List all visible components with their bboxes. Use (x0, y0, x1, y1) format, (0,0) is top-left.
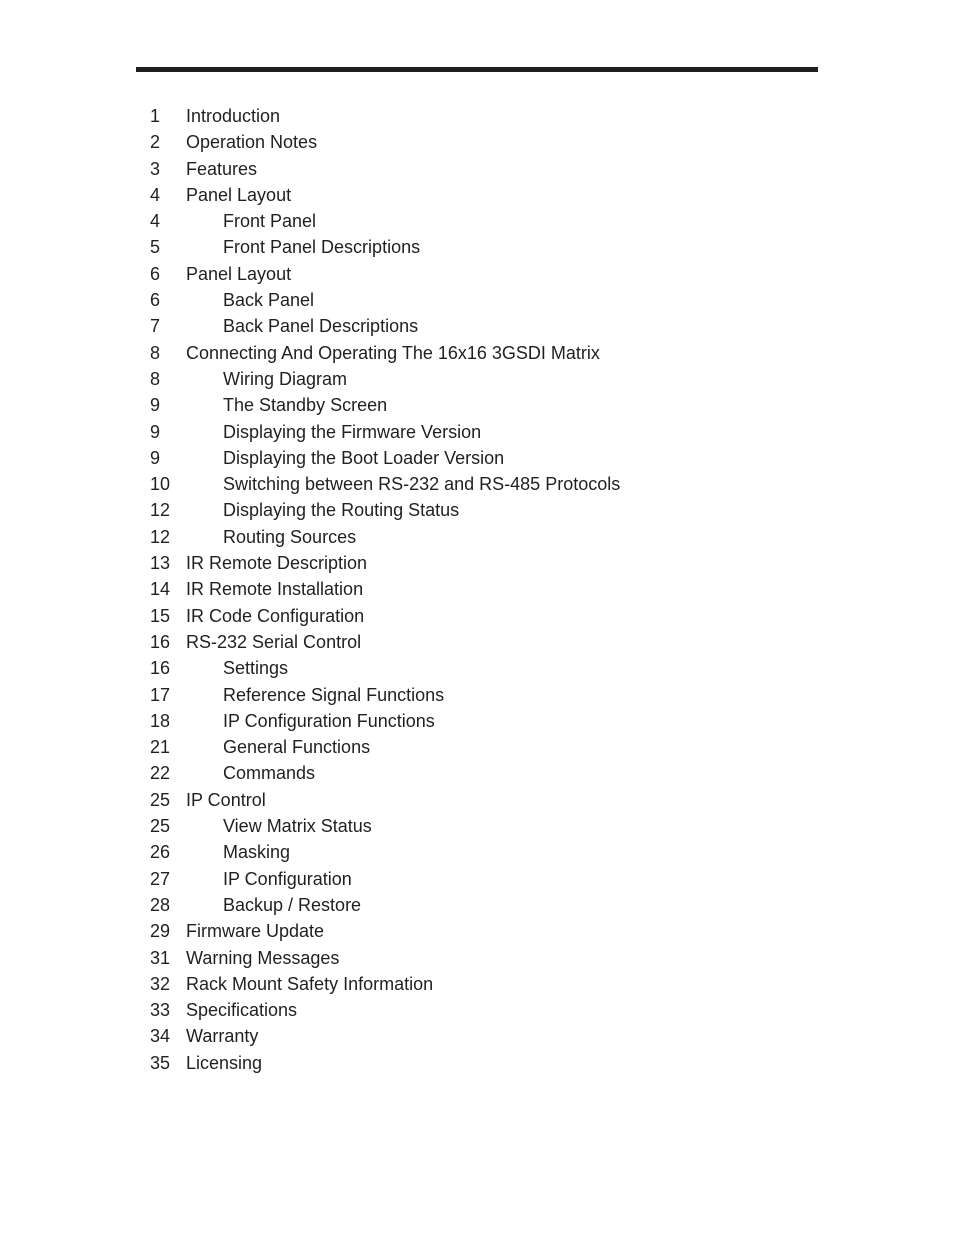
toc-entry[interactable] (150, 524, 830, 550)
toc-page-number: 17 (150, 684, 171, 705)
toc-subsection-title: Front Panel Descriptions (223, 237, 421, 258)
toc-section-title: Connecting And Operating The 16x16 3GSDI Matrix (186, 342, 600, 363)
toc-section-title: Features (186, 158, 258, 179)
toc-section-title: Firmware Update (186, 921, 325, 942)
toc-page-number: 9 (150, 447, 161, 468)
toc-page-number: 13 (150, 553, 171, 574)
toc-page-number: 9 (150, 395, 161, 416)
toc-page-number: 34 (150, 1026, 171, 1047)
toc-entry[interactable] (150, 945, 830, 971)
toc-entry[interactable] (150, 261, 830, 287)
toc-page-number: 9 (150, 421, 161, 442)
toc-section-title: Introduction (186, 106, 281, 126)
toc-page-number: 15 (150, 605, 171, 626)
toc-subsection-title: Displaying the Boot Loader Version (223, 447, 505, 468)
toc-entry[interactable] (150, 813, 830, 839)
toc-subsection-title: Front Panel (223, 211, 317, 232)
toc-page-number: 10 (150, 474, 171, 495)
toc-page-number: 2 (150, 132, 161, 153)
toc-entry[interactable] (150, 445, 830, 471)
toc-section-title: Panel Layout (186, 263, 292, 284)
toc-section-title: Operation Notes (186, 132, 318, 153)
toc-page-number: 5 (150, 237, 161, 258)
toc-subsection-title: Routing Sources (223, 526, 357, 547)
toc-section-title: IR Code Configuration (186, 605, 365, 626)
toc-entry[interactable] (150, 866, 830, 892)
toc-subsection-title: The Standby Screen (223, 395, 388, 416)
toc-page-number: 6 (150, 290, 161, 311)
toc-page-number: 8 (150, 368, 161, 389)
toc-entry[interactable] (150, 1050, 830, 1076)
toc-entry[interactable] (150, 655, 830, 681)
toc-page-number: 22 (150, 763, 171, 784)
toc-subsection-title: Back Panel (223, 290, 315, 311)
toc-section-title: IR Remote Installation (186, 579, 364, 600)
toc-section-title: Licensing (186, 1052, 263, 1073)
toc-section-title: IP Control (186, 789, 266, 810)
toc-entry[interactable] (150, 366, 830, 392)
toc-entry[interactable] (150, 760, 830, 786)
toc-subsection-title: Reference Signal Functions (223, 684, 445, 705)
toc-subsection-title: Commands (223, 763, 316, 784)
toc-section-title: Rack Mount Safety Information (186, 973, 434, 994)
toc-page-number: 25 (150, 789, 171, 810)
toc-page-number: 4 (150, 184, 161, 205)
toc-subsection-title: IP Configuration (223, 868, 352, 889)
toc-entry[interactable] (150, 497, 830, 523)
toc-entry[interactable] (150, 182, 830, 208)
toc-entry[interactable] (150, 234, 830, 260)
toc-entry[interactable] (150, 1023, 830, 1049)
toc-entry[interactable] (150, 103, 830, 129)
toc-page-number: 1 (150, 106, 161, 126)
toc-section-title: Panel Layout (186, 184, 292, 205)
toc-page-number: 16 (150, 658, 171, 679)
toc-subsection-title: Switching between RS-232 and RS-485 Protocols (223, 474, 621, 495)
toc-subsection-title: Settings (223, 658, 289, 679)
toc-subsection-title: Displaying the Firmware Version (223, 421, 482, 442)
toc-section-title: Warning Messages (186, 947, 340, 968)
toc-subsection-title: Displaying the Routing Status (223, 500, 460, 521)
toc-entry[interactable] (150, 287, 830, 313)
toc-entry[interactable] (150, 156, 830, 182)
toc-page-number: 31 (150, 947, 171, 968)
toc-page-number: 12 (150, 500, 171, 521)
toc-entry[interactable] (150, 340, 830, 366)
toc-page-number: 4 (150, 211, 161, 232)
toc-entry[interactable] (150, 918, 830, 944)
toc-entry[interactable] (150, 392, 830, 418)
toc-subsection-title: Back Panel Descriptions (223, 316, 419, 337)
toc-entry[interactable] (150, 471, 830, 497)
toc-entry[interactable] (150, 997, 830, 1023)
toc-entry[interactable] (150, 839, 830, 865)
toc-subsection-title: General Functions (223, 737, 371, 758)
toc-page-number: 3 (150, 158, 161, 179)
toc-section-title: RS-232 Serial Control (186, 631, 362, 652)
toc-entry[interactable] (150, 129, 830, 155)
toc-subsection-title: Backup / Restore (223, 894, 362, 915)
toc-page-number: 8 (150, 342, 161, 363)
toc-entry[interactable] (150, 892, 830, 918)
toc-page-number: 18 (150, 710, 171, 731)
toc-entry[interactable] (150, 419, 830, 445)
toc-entry[interactable] (150, 603, 830, 629)
toc-subsection-title: View Matrix Status (223, 816, 372, 837)
toc-page-number: 27 (150, 868, 171, 889)
toc-page-number: 16 (150, 631, 171, 652)
toc-page-number: 14 (150, 579, 171, 600)
toc-page-number: 21 (150, 737, 171, 758)
toc-entry[interactable] (150, 550, 830, 576)
toc-subsection-title: Wiring Diagram (223, 368, 348, 389)
toc-page-number: 26 (150, 842, 171, 863)
toc-entry[interactable] (150, 576, 830, 602)
toc-page-number: 33 (150, 1000, 171, 1021)
toc-section-title: Warranty (186, 1026, 259, 1047)
toc-page-number: 12 (150, 526, 171, 547)
table-of-contents (150, 103, 830, 1076)
toc-page-number: 32 (150, 973, 171, 994)
toc-page-number: 35 (150, 1052, 171, 1073)
toc-subsection-title: Masking (223, 842, 291, 863)
toc-section-title: IR Remote Description (186, 553, 368, 574)
toc-page-number: 7 (150, 316, 161, 337)
toc-page-number: 28 (150, 894, 171, 915)
toc-subsection-title: IP Configuration Functions (223, 710, 435, 731)
toc-entry[interactable] (150, 787, 830, 813)
toc-entry[interactable] (150, 313, 830, 339)
toc-section-title: Specifications (186, 1000, 298, 1021)
toc-entry[interactable] (150, 971, 830, 997)
toc-page-number: 29 (150, 921, 171, 942)
header-rule (136, 67, 818, 72)
toc-entry[interactable] (150, 629, 830, 655)
toc-entry[interactable] (150, 682, 830, 708)
toc-entry[interactable] (150, 708, 830, 734)
toc-entry[interactable] (150, 734, 830, 760)
toc-page-number: 25 (150, 816, 171, 837)
toc-entry[interactable] (150, 208, 830, 234)
toc-page-number: 6 (150, 263, 161, 284)
